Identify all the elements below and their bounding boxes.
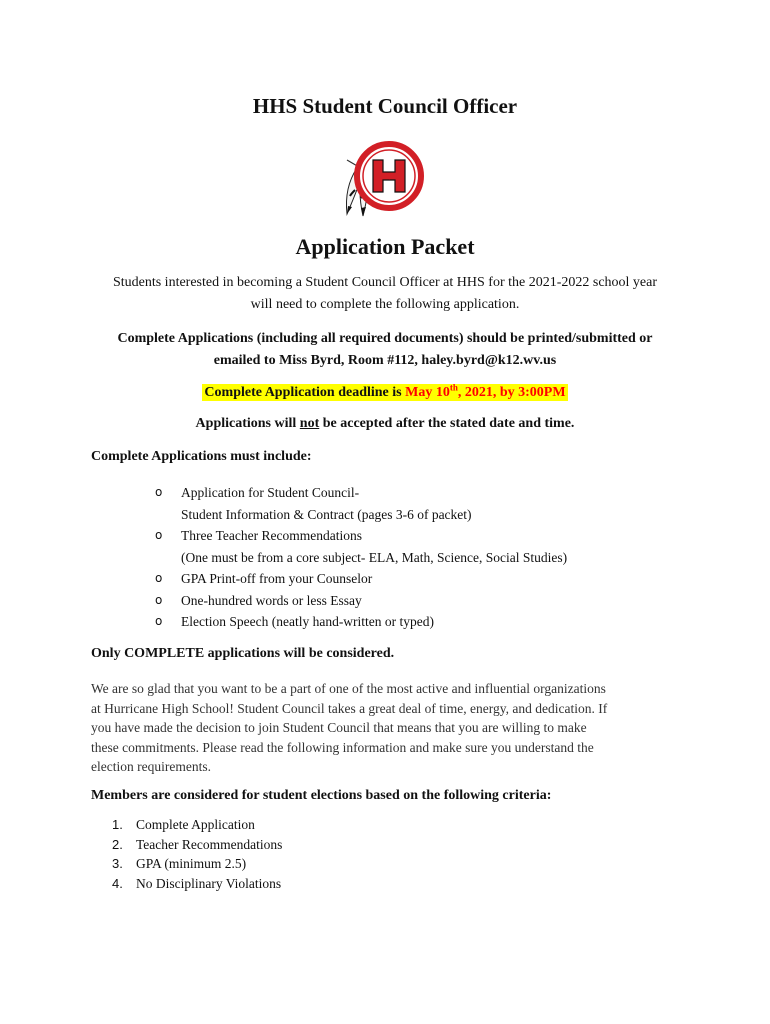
criteria-list (112, 815, 512, 893)
intro-text: Students interested in becoming a Student Council Officer at HHS for the 2021-2022 school year will need to complete the following application. (112, 275, 658, 312)
deadline-highlight: Complete Application deadline is May 10th, 2021, by 3:00PM (204, 382, 566, 400)
requirements-heading: Complete Applications must include: (91, 449, 312, 464)
svg-text:H: H (389, 180, 390, 181)
hhs-logo-icon (333, 140, 437, 220)
complete-only-notice: Only COMPLETE applications will be considered. (91, 646, 395, 661)
welcome-paragraph: We are so glad that you want to be a part of one of the most active and influential organizations at Hurricane High School! Student Council takes a great deal of time, energy, and dedication. If you have made the decision to join Student Council that means that you are willing to make these commitments. Please read the following information and make sure you understand the election requirements. (91, 681, 608, 775)
submission-instructions: Complete Applications (including all required documents) should be printed/submitted or emailed to Miss Byrd, Room #112, haley.byrd@k12.wv.us (117, 331, 653, 368)
bullet-icon: o (155, 571, 163, 585)
bullet-icon: o (155, 485, 163, 499)
list-item: o Three Teacher Recommendations (One must be from a core subject- ELA, Math, Science, Social Studies) (155, 525, 695, 568)
bullet-icon: o (155, 614, 163, 628)
deadline-date: May 10th, 2021, by 3:00PM (405, 382, 566, 400)
list-item: 4. No Disciplinary Violations (112, 875, 282, 891)
list-item: 1. Complete Application (112, 817, 255, 832)
list-item: o One-hundred words or less Essay (155, 590, 695, 612)
deadline-notice (0, 382, 770, 401)
list-item: 3. GPA (minimum 2.5) (112, 856, 247, 872)
list-item: o GPA Print-off from your Counselor (155, 568, 695, 590)
bullet-icon: o (155, 528, 163, 542)
page-title: HHS Student Council Officer (252, 94, 518, 118)
bullet-icon: o (155, 592, 163, 607)
list-item: 2. Teacher Recommendations (112, 836, 283, 852)
requirements-list (155, 482, 695, 633)
criteria-heading: Members are considered for student elections based on the following criteria: (91, 788, 552, 803)
packet-title: Application Packet (295, 234, 475, 259)
list-item: o Application for Student Council- Student Information & Contract (pages 3-6 of packet) (155, 482, 695, 525)
list-item: o Election Speech (neatly hand-written or typed) (155, 611, 695, 633)
school-logo (333, 140, 437, 220)
late-policy: Applications will not be accepted after the stated date and time. (195, 416, 575, 431)
